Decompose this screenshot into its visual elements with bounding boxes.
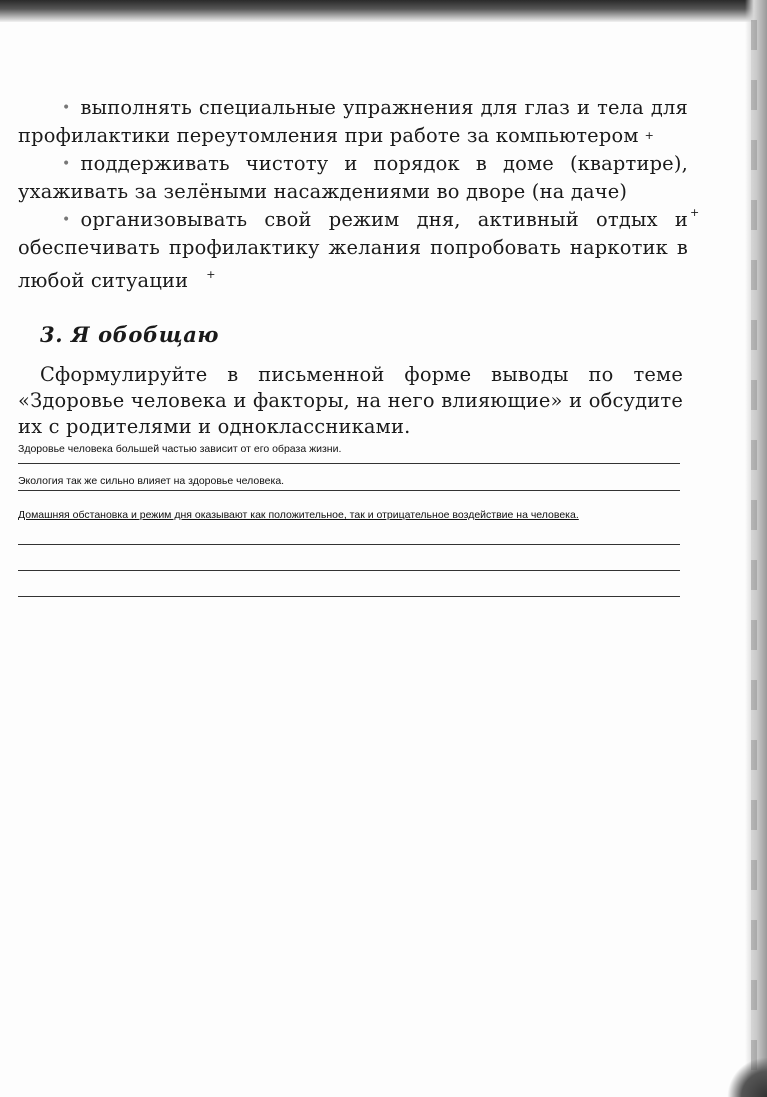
answer-line: [18, 463, 680, 464]
bullet-text: организовывать свой режим дня, активный отдых и обеспечивать профилактику желания попробовать наркотик в любой ситуации: [18, 207, 688, 293]
scan-corner-shadow: [727, 1057, 767, 1097]
bullet-text: выполнять специальные упражнения для глаз и тела для профилактики переутомления при работе за компьютером: [18, 96, 688, 148]
check-mark: +: [644, 129, 655, 143]
answer-text: Домашняя обстановка и режим дня оказывают как положительное, так и отрицательное воздействие на человека.: [18, 509, 579, 521]
answer-text: Экология так же сильно влияет на здоровье человека.: [18, 475, 285, 487]
answer-line: [18, 490, 680, 491]
scan-right-edge: [745, 0, 767, 1097]
answer-line: [18, 570, 680, 571]
scan-binding-marks: [751, 20, 757, 1080]
bullet-text: поддерживать чистоту и порядок в доме (квартире), ухаживать за зелёными насаждениями во дворе (на даче): [18, 151, 688, 204]
bullet-marker: •: [62, 155, 71, 172]
bullet-marker: •: [62, 100, 71, 116]
answer-line: [18, 596, 680, 597]
scan-top-shadow: [0, 0, 767, 22]
check-mark: +: [206, 268, 216, 282]
check-mark: +: [690, 206, 700, 219]
answer-line: [18, 544, 680, 545]
answer-text: Здоровье человека большей частью зависит от его образа жизни.: [18, 443, 342, 455]
bullet-list: [18, 94, 688, 295]
section-title: 3. Я обобщаю: [40, 322, 220, 347]
bullet-item-home: [18, 150, 688, 206]
bullet-marker: •: [62, 211, 71, 228]
task-text: Сформулируйте в письменной форме выводы по теме «Здоровье человека и факторы, на него влияющие» и обсудите их с родителями и одноклассниками.: [18, 363, 683, 438]
bullet-item-eyes: [18, 94, 688, 150]
bullet-item-daily-routine: [18, 206, 688, 295]
